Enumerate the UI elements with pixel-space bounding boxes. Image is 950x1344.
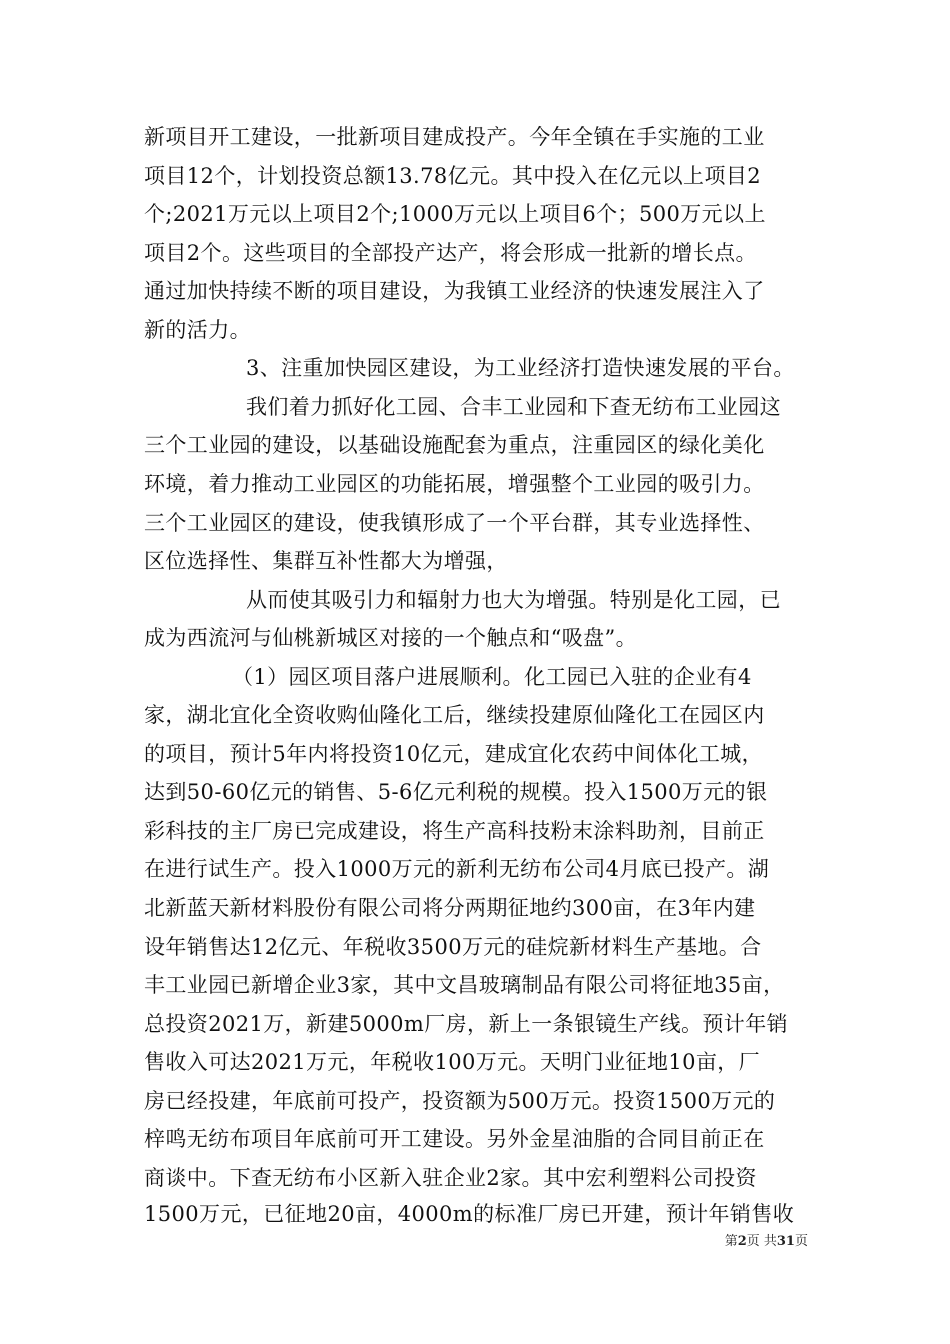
text-line: 丰工业园已新增企业3家，其中文昌玻璃制品有限公司将征地35亩，: [144, 973, 785, 997]
footer-prefix: 第: [724, 1234, 738, 1249]
page-footer: [725, 1233, 808, 1251]
text-line: 达到50-60亿元的销售、5-6亿元利税的规模。投入1500万元的银: [144, 780, 768, 804]
text-line: 梓鸣无纺布项目年底前可开工建设。另外金星油脂的合同目前正在: [144, 1127, 765, 1151]
text-line: 彩科技的主厂房已完成建设，将生产高科技粉末涂料助剂，目前正: [144, 819, 765, 843]
text-line: 三个工业园的建设，以基础设施配套为重点，注重园区的绿化美化: [144, 433, 765, 457]
text-line: 项目2个。这些项目的全部投产达产，将会形成一批新的增长点。: [144, 241, 757, 265]
subsection-start-line: （1）园区项目落户进展顺利。化工园已入驻的企业有4: [232, 665, 752, 689]
footer-page-number: 2: [737, 1234, 747, 1249]
text-line: 商谈中。下查无纺布小区新入驻企业2家。其中宏利塑料公司投资: [144, 1166, 757, 1190]
text-line: 通过加快持续不断的项目建设，为我镇工业经济的快速发展注入了: [144, 279, 765, 303]
footer-total-pages: 31: [776, 1234, 795, 1249]
text-line: 家，湖北宜化全资收购仙隆化工后，继续投建原仙隆化工在园区内: [144, 703, 765, 727]
footer-suffix: 页: [794, 1234, 808, 1249]
text-line: 新项目开工建设，一批新项目建成投产。今年全镇在手实施的工业: [144, 125, 765, 149]
paragraph-start-line: 我们着力抓好化工园、合丰工业园和下查无纺布工业园这: [246, 395, 781, 419]
text-line: 总投资2021万，新建5000m厂房，新上一条银镜生产线。预计年销: [144, 1012, 788, 1036]
paragraph-start-line: 从而使其吸引力和辐射力也大为增强。特别是化工园，已: [246, 588, 781, 612]
text-line: 成为西流河与仙桃新城区对接的一个触点和“吸盘”。: [144, 626, 638, 650]
section-heading: 3、注重加快园区建设，为工业经济打造快速发展的平台。: [246, 356, 795, 380]
text-line: 在进行试生产。投入1000万元的新利无纺布公司4月底已投产。湖: [144, 857, 770, 881]
text-line: 个;2021万元以上项目2个;1000万元以上项目6个；500万元以上: [144, 202, 766, 226]
text-line: 区位选择性、集群互补性都大为增强，: [144, 549, 508, 573]
text-line: 新的活力。: [144, 318, 251, 342]
text-line: 1500万元，已征地20亩，4000m的标准厂房已开建，预计年销售收: [144, 1202, 795, 1226]
text-line: 项目12个，计划投资总额13.78亿元。其中投入在亿元以上项目2: [144, 164, 761, 188]
text-line: 售收入可达2021万元，年税收100万元。天明门业征地10亩，厂: [144, 1050, 761, 1074]
text-line: 环境，着力推动工业园区的功能拓展，增强整个工业园的吸引力。: [144, 472, 765, 496]
text-line: 三个工业园区的建设，使我镇形成了一个平台群，其专业选择性、: [144, 511, 765, 535]
footer-middle: 页 共: [746, 1234, 777, 1249]
text-line: 设年销售达12亿元、年税收3500万元的硅烷新材料生产基地。合: [144, 935, 762, 959]
text-line: 的项目，预计5年内将投资10亿元，建成宜化农药中间体化工城，: [144, 742, 764, 766]
text-line: 房已经投建，年底前可投产，投资额为500万元。投资1500万元的: [144, 1089, 776, 1113]
text-line: 北新蓝天新材料股份有限公司将分两期征地约300亩，在3年内建: [144, 896, 756, 920]
